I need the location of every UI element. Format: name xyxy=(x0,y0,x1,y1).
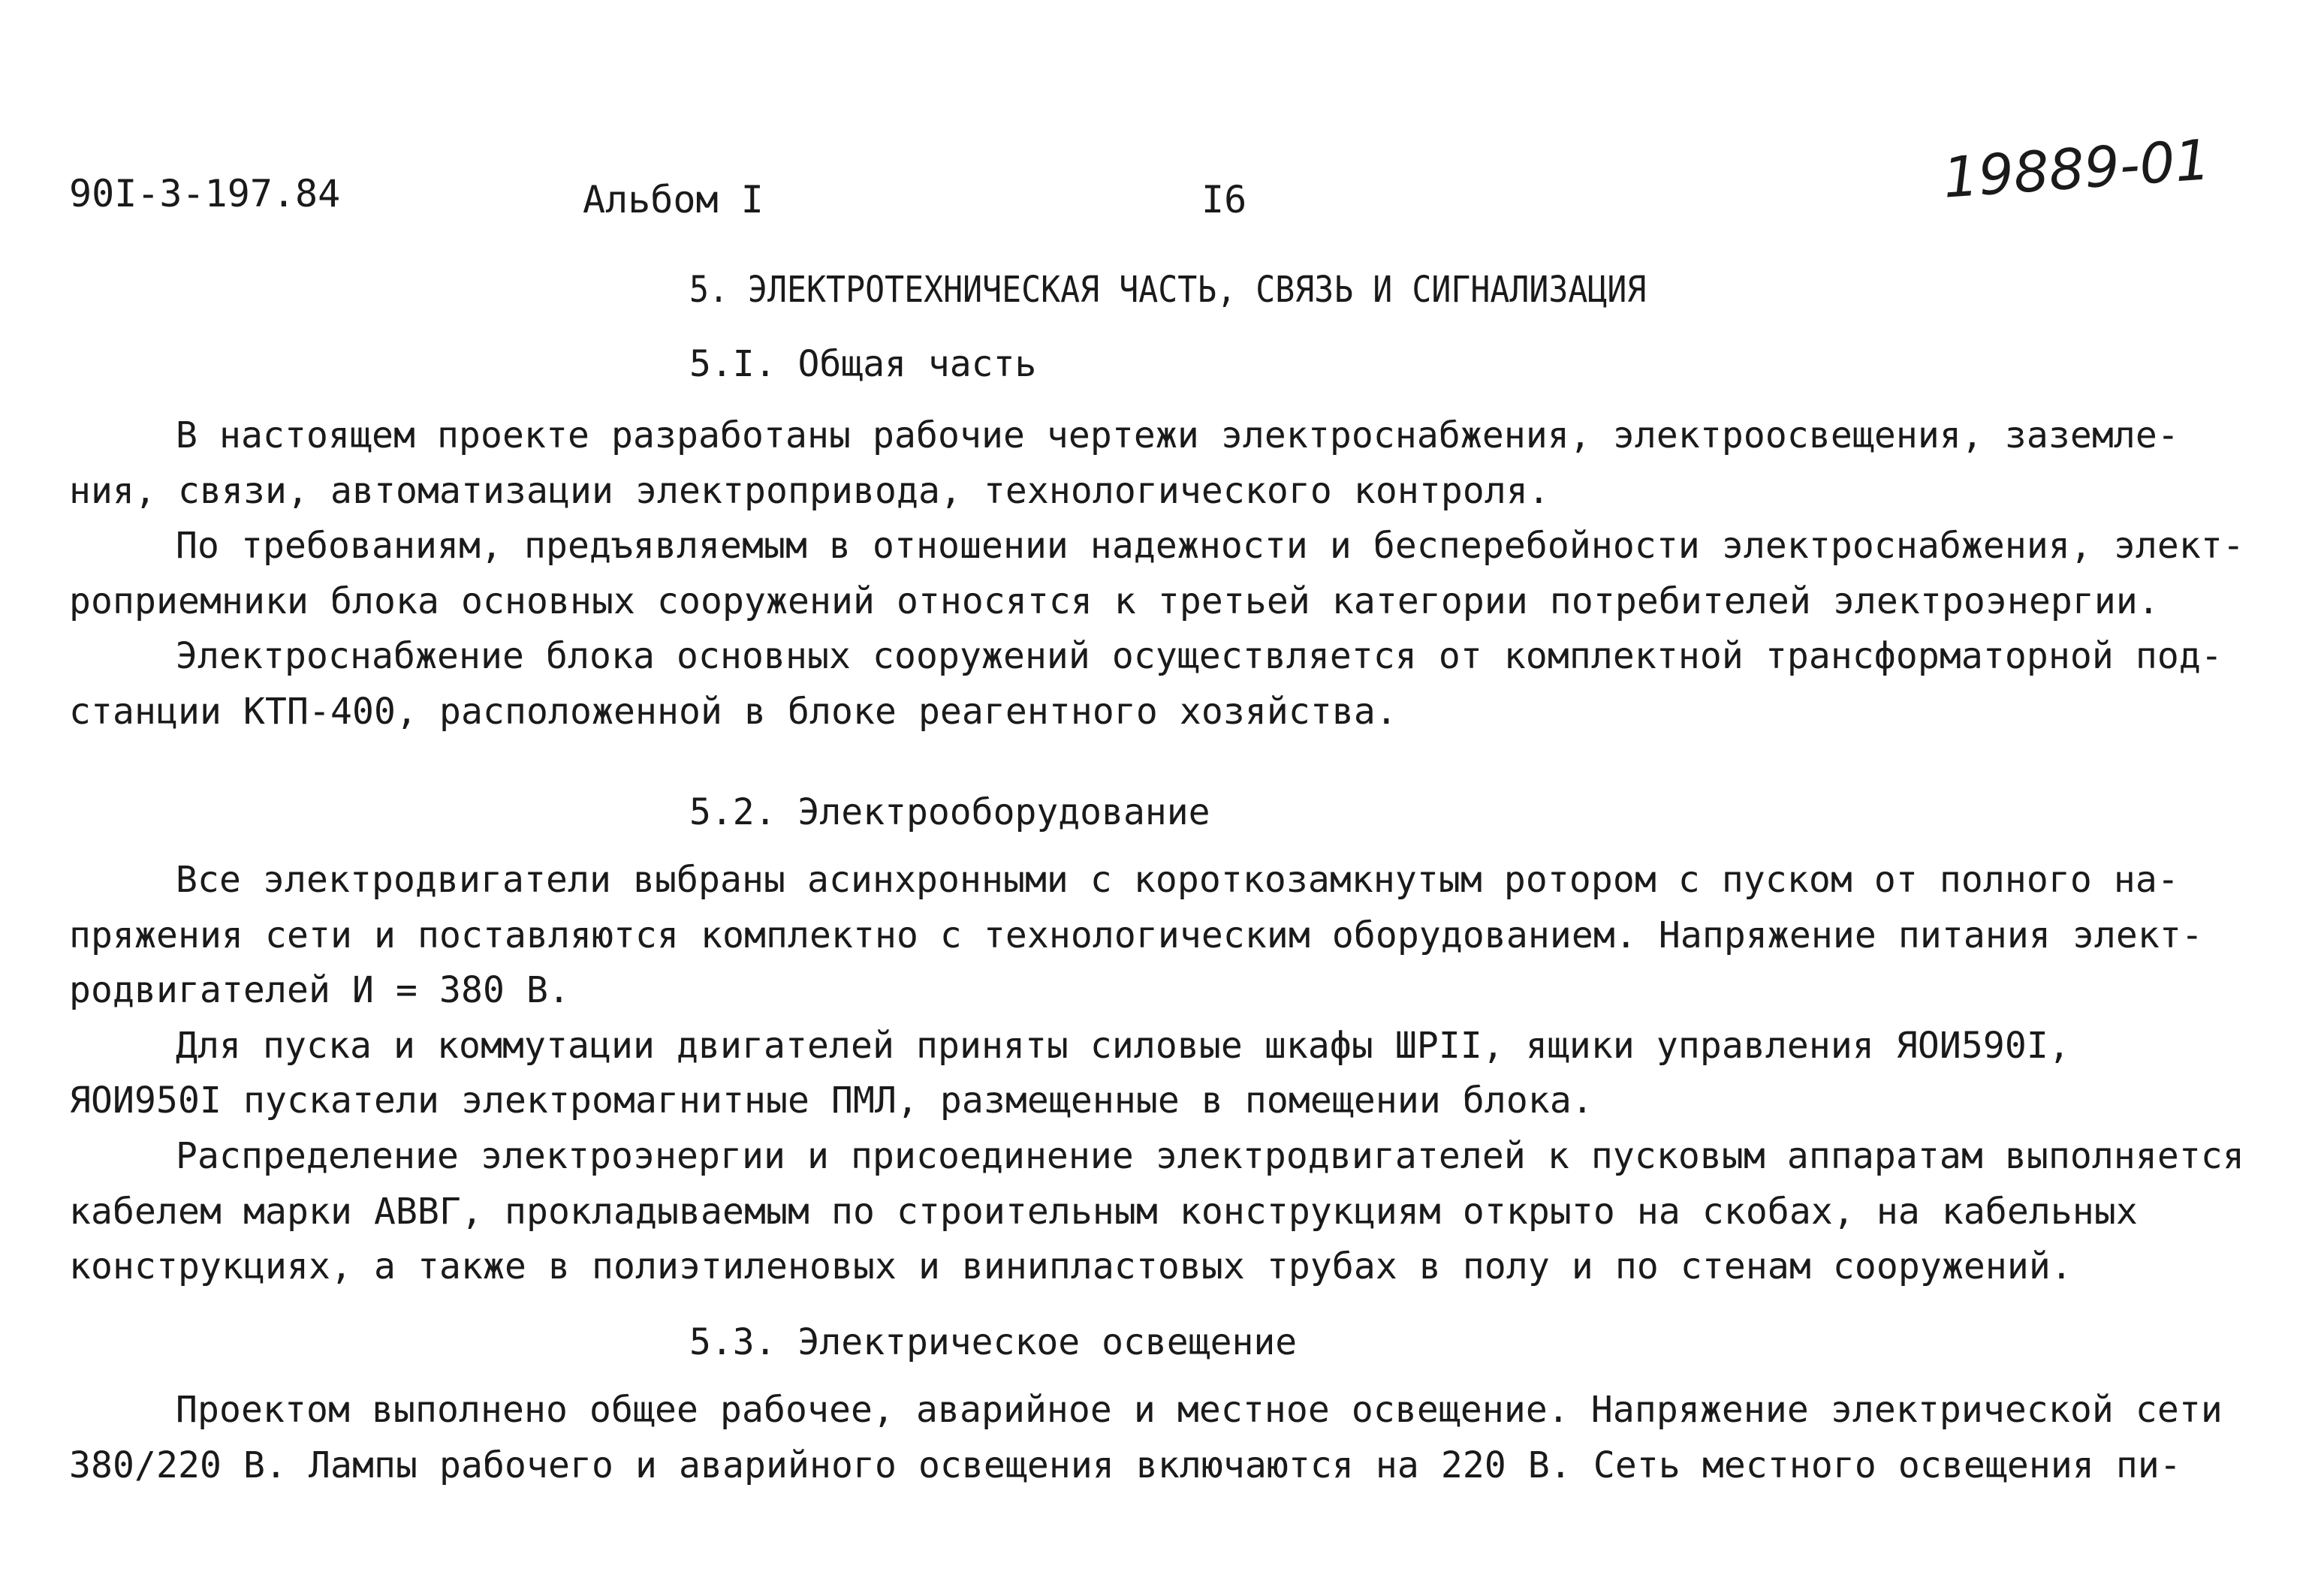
subsection-body-general xyxy=(69,408,2292,740)
text-line: Все электродвигатели выбраны асинхронными с короткозамкнутым ротором с пуском от полного на- xyxy=(176,859,2179,901)
text-line: Распределение электроэнергии и присоединение электродвигателей к пусковым аппаратам выполняется xyxy=(176,1134,2244,1177)
text-line: Проектом выполнено общее рабочее, аварийное и местное освещение. Напряжение электрической сети xyxy=(176,1389,2223,1431)
page-number: I6 xyxy=(1201,178,1247,221)
subsection-body-equipment xyxy=(69,853,2292,1295)
subsection-title-lighting: 5.3. Электрическое освещение xyxy=(689,1321,1298,1363)
text-line: конструкциях, а также в полиэтиленовых и винипластовых трубах в полу и по стенам сооружений. xyxy=(69,1245,2072,1288)
text-line: Для пуска и коммутации двигателей приняты силовые шкафы ШРII, ящики управления ЯОИ590I, xyxy=(176,1024,2070,1067)
text-line: В настоящем проекте разработаны рабочие чертежи электроснабжения, электроосвещения, заземле- xyxy=(176,414,2179,456)
document-code: 90I-3-197.84 xyxy=(69,172,341,215)
text-line: По требованиям, предъявляемым в отношении надежности и бесперебойности электроснабжения, элект- xyxy=(176,525,2244,568)
text-line: пряжения сети и поставляются комплектно с технологическим оборудованием. Напряжение питания элект- xyxy=(69,914,2203,956)
subsection-title-general: 5.I. Общая часть xyxy=(689,343,1037,385)
subsection-title-equipment: 5.2. Электрооборудование xyxy=(689,791,1210,833)
text-line: родвигателей И = 380 В. xyxy=(69,969,570,1012)
album-label: Альбом I xyxy=(583,178,764,221)
section-title: 5. ЭЛЕКТРОТЕХНИЧЕСКАЯ ЧАСТЬ, СВЯЗЬ И СИГНАЛИЗАЦИЯ xyxy=(689,269,1647,311)
text-line: ния, связи, автоматизации электропривода, технологического контроля. xyxy=(69,469,1550,512)
text-line: ЯОИ950I пускатели электромагнитные ПМЛ, размещенные в помещении блока. xyxy=(69,1080,1593,1122)
text-line: 380/220 В. Лампы рабочего и аварийного освещения включаются на 220 В. Сеть местного освещения пи- xyxy=(69,1444,2181,1486)
subsection-body-lighting xyxy=(69,1383,2292,1493)
text-line: роприемники блока основных сооружений относятся к третьей категории потребителей электроэнергии. xyxy=(69,580,2160,622)
text-line: Электроснабжение блока основных сооружений осуществляется от комплектной трансформаторной под- xyxy=(176,635,2223,678)
text-line: станции КТП-400, расположенной в блоке реагентного хозяйства. xyxy=(69,690,1397,733)
handwritten-number: 19889-01 xyxy=(1940,128,2212,211)
text-line: кабелем марки АВВГ, прокладываемым по строительным конструкциям открыто на скобах, на кабельных xyxy=(69,1190,2138,1233)
